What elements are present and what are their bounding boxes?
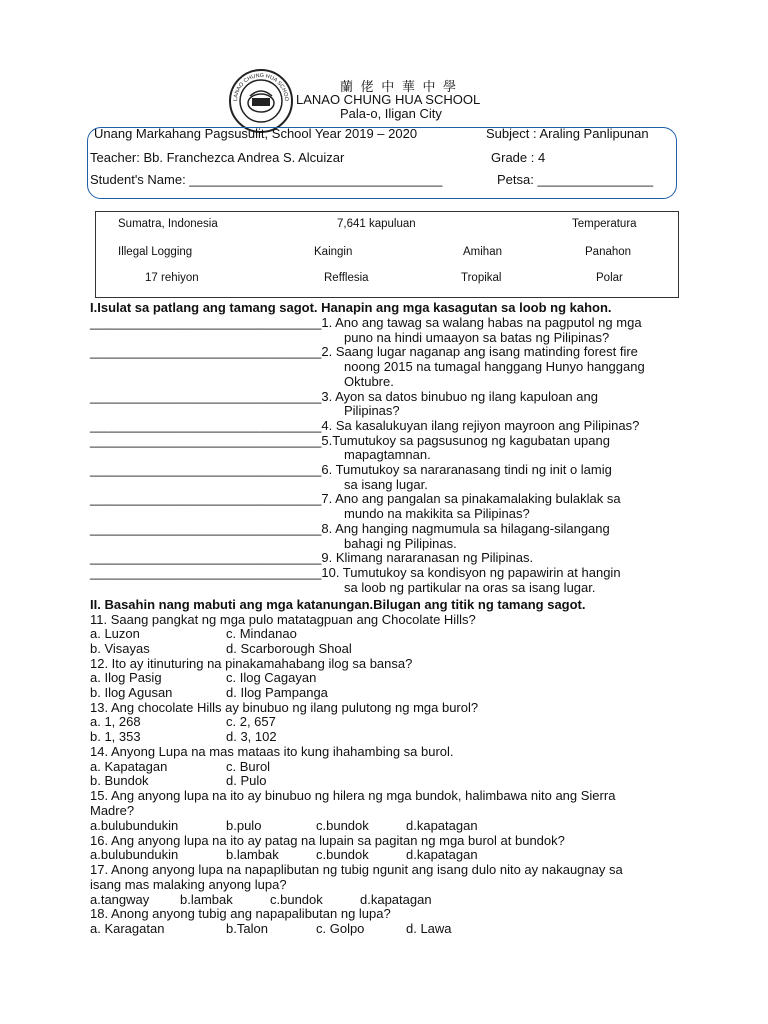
answer-blank[interactable]: ________________________________ bbox=[90, 564, 322, 580]
choice[interactable]: c. Golpo bbox=[316, 921, 365, 936]
question-11: 11. Saang pangkat ng mga pulo matatagpuan ang Chocolate Hills? bbox=[90, 612, 476, 627]
question-text-cont: sa loob ng partikular na oras sa isang lugar. bbox=[344, 579, 596, 595]
answer-blank[interactable]: ________________________________ bbox=[90, 520, 322, 536]
svg-text:LANAO CHUNG HUA SCHOOL bbox=[228, 68, 289, 102]
choice[interactable]: b. Ilog Agusan bbox=[90, 685, 173, 700]
part1-item bbox=[90, 566, 690, 595]
answer-blank[interactable]: ________________________________ bbox=[90, 315, 322, 330]
question-text-cont: puno na hindi umaayon sa batas ng Pilipinas? bbox=[344, 329, 610, 345]
question-17-cont: isang mas malaking anyong lupa? bbox=[90, 877, 287, 892]
word-bank-item: 17 rehiyon bbox=[145, 272, 199, 284]
choice[interactable]: d.kapatagan bbox=[360, 892, 432, 907]
school-chinese-name: 蘭 佬 中 華 中 學 bbox=[340, 79, 459, 94]
word-bank-item: Panahon bbox=[585, 246, 632, 258]
question-text-cont: bahagi ng Pilipinas. bbox=[344, 535, 457, 551]
choice[interactable]: a. Kapatagan bbox=[90, 759, 168, 774]
choice[interactable]: d. Scarborough Shoal bbox=[226, 641, 352, 656]
school-logo bbox=[228, 68, 294, 134]
part1-item bbox=[90, 390, 690, 419]
choice[interactable]: b. Bundok bbox=[90, 773, 149, 788]
question-text: 10. Tumutukoy sa kondisyon ng papawirin at hangin bbox=[321, 564, 621, 580]
choice[interactable]: c. Mindanao bbox=[226, 626, 297, 641]
choice[interactable]: d. 3, 102 bbox=[226, 729, 277, 744]
question-text: 1. Ano ang tawag sa walang habas na pagputol ng mga bbox=[321, 315, 642, 330]
choice[interactable]: d. Ilog Pampanga bbox=[226, 685, 328, 700]
exam-title: Unang Markahang Pagsusulit, School Year 2019 – 2020 bbox=[94, 126, 418, 141]
choice[interactable]: a.bulubundukin bbox=[90, 818, 179, 833]
word-bank-item: Tropikal bbox=[461, 272, 502, 284]
choice[interactable]: b.pulo bbox=[226, 818, 262, 833]
choice[interactable]: a.bulubundukin bbox=[90, 847, 179, 862]
question-text: 2. Saang lugar naganap ang isang matinding forest fire bbox=[321, 344, 638, 360]
choice[interactable]: c. Ilog Cagayan bbox=[226, 670, 317, 685]
part1-item bbox=[90, 463, 690, 492]
choice[interactable]: b.lambak bbox=[226, 847, 279, 862]
answer-blank[interactable]: ________________________________ bbox=[90, 491, 322, 507]
word-bank-item: Temperatura bbox=[572, 218, 637, 230]
word-bank-item: Refflesia bbox=[324, 272, 369, 284]
answer-blank[interactable]: ________________________________ bbox=[90, 462, 322, 478]
choice[interactable]: a. Karagatan bbox=[90, 921, 165, 936]
choice[interactable]: c.bundok bbox=[316, 818, 369, 833]
question-text: 6. Tumutukoy sa nararanasang tindi ng init o lamig bbox=[321, 462, 612, 478]
question-text-cont: Oktubre. bbox=[344, 373, 394, 389]
question-text-cont: sa isang lugar. bbox=[344, 476, 428, 492]
choice[interactable]: a.tangway bbox=[90, 892, 150, 907]
part1-item bbox=[90, 551, 690, 566]
question-text-cont: Pilipinas? bbox=[344, 403, 400, 419]
student-name-field[interactable]: Student's Name: ___________________________________ bbox=[90, 172, 443, 187]
word-bank-item: Kaingin bbox=[314, 246, 353, 258]
part1-item bbox=[90, 419, 690, 434]
grade-field: Grade : 4 bbox=[491, 150, 546, 165]
part1-item bbox=[90, 522, 690, 551]
question-18: 18. Anong anyong tubig ang napapalibutan ng lupa? bbox=[90, 906, 391, 921]
school-location: Pala-o, Iligan City bbox=[340, 106, 442, 121]
choice[interactable]: b.Talon bbox=[226, 921, 268, 936]
answer-blank[interactable]: ________________________________ bbox=[90, 550, 322, 566]
answer-blank[interactable]: ________________________________ bbox=[90, 417, 322, 433]
choice[interactable]: d.kapatagan bbox=[406, 847, 478, 862]
question-14: 14. Anyong Lupa na mas mataas ito kung ihahambing sa burol. bbox=[90, 744, 454, 759]
choice[interactable]: c.bundok bbox=[270, 892, 323, 907]
question-text: 3. Ayon sa datos binubuo ng ilang kapuloan ang bbox=[321, 388, 598, 404]
part1-item bbox=[90, 345, 690, 389]
question-text-cont: mapagtamnan. bbox=[344, 447, 431, 463]
choice[interactable]: b. 1, 353 bbox=[90, 729, 141, 744]
word-bank-item: Amihan bbox=[463, 246, 502, 258]
petsa-field[interactable]: Petsa: ________________ bbox=[497, 172, 654, 187]
word-bank-item: Illegal Logging bbox=[118, 246, 193, 258]
question-17: 17. Anong anyong lupa na napaplibutan ng tubig ngunit ang isang dulo nito ay nakaugnay sa bbox=[90, 862, 623, 877]
choice[interactable]: d. Pulo bbox=[226, 773, 267, 788]
question-text: 5.Tumutukoy sa pagsusunog ng kagubatan upang bbox=[321, 432, 610, 448]
teacher-field: Teacher: Bb. Franchezca Andrea S. Alcuizar bbox=[90, 150, 345, 165]
question-text: 8. Ang hanging nagmumula sa hilagang-silangang bbox=[321, 520, 610, 536]
part1-item bbox=[90, 316, 690, 345]
word-bank-item: 7,641 kapuluan bbox=[337, 218, 416, 230]
choice[interactable]: c. 2, 657 bbox=[226, 714, 276, 729]
answer-blank[interactable]: ________________________________ bbox=[90, 344, 322, 360]
choice[interactable]: d.kapatagan bbox=[406, 818, 478, 833]
choice[interactable]: a. 1, 268 bbox=[90, 714, 141, 729]
logo-ring-text: LANAO CHUNG HUA SCHOO bbox=[232, 72, 290, 102]
choice[interactable]: a. Ilog Pasig bbox=[90, 670, 162, 685]
answer-blank[interactable]: ________________________________ bbox=[90, 388, 322, 404]
part2-title: II. Basahin nang mabuti ang mga katanungan.Bilugan ang titik ng tamang sagot. bbox=[90, 597, 586, 612]
subject-field: Subject : Araling Panlipunan bbox=[486, 126, 649, 141]
question-text: 7. Ano ang pangalan sa pinakamalaking bulaklak sa bbox=[321, 491, 621, 507]
question-text-cont: noong 2015 na tumagal hanggang Hunyo hanggang bbox=[344, 359, 645, 375]
word-bank-item: Sumatra, Indonesia bbox=[118, 218, 218, 230]
question-16: 16. Ang anyong lupa na ito ay patag na lupain sa pagitan ng mga burol at bundok? bbox=[90, 833, 565, 848]
question-text: 9. Klimang nararanasan ng Pilipinas. bbox=[321, 550, 534, 566]
part1-title: I.Isulat sa patlang ang tamang sagot. Hanapin ang mga kasagutan sa loob ng kahon. bbox=[90, 300, 612, 315]
question-12: 12. Ito ay itinuturing na pinakamahabang ilog sa bansa? bbox=[90, 656, 413, 671]
question-15-cont: Madre? bbox=[90, 803, 135, 818]
question-13: 13. Ang chocolate Hills ay binubuo ng ilang pulutong ng mga burol? bbox=[90, 700, 479, 715]
part1-items bbox=[90, 316, 690, 595]
choice[interactable]: c. Burol bbox=[226, 759, 271, 774]
choice[interactable]: b. Visayas bbox=[90, 641, 150, 656]
choice[interactable]: d. Lawa bbox=[406, 921, 452, 936]
part1-item bbox=[90, 492, 690, 521]
part1-item bbox=[90, 434, 690, 463]
question-text-cont: mundo na makikita sa Pilipinas? bbox=[344, 506, 530, 522]
question-text: 4. Sa kasalukuyan ilang rejiyon mayroon ang Pilipinas? bbox=[321, 417, 640, 433]
school-name: LANAO CHUNG HUA SCHOOL bbox=[296, 92, 481, 107]
answer-blank[interactable]: ________________________________ bbox=[90, 432, 322, 448]
choice[interactable]: a. Luzon bbox=[90, 626, 140, 641]
choice[interactable]: b.lambak bbox=[180, 892, 233, 907]
word-bank-item: Polar bbox=[596, 272, 623, 284]
question-15: 15. Ang anyong lupa na ito ay binubuo ng hilera ng mga bundok, halimbawa nito ang Sierra bbox=[90, 788, 616, 803]
choice[interactable]: c.bundok bbox=[316, 847, 369, 862]
